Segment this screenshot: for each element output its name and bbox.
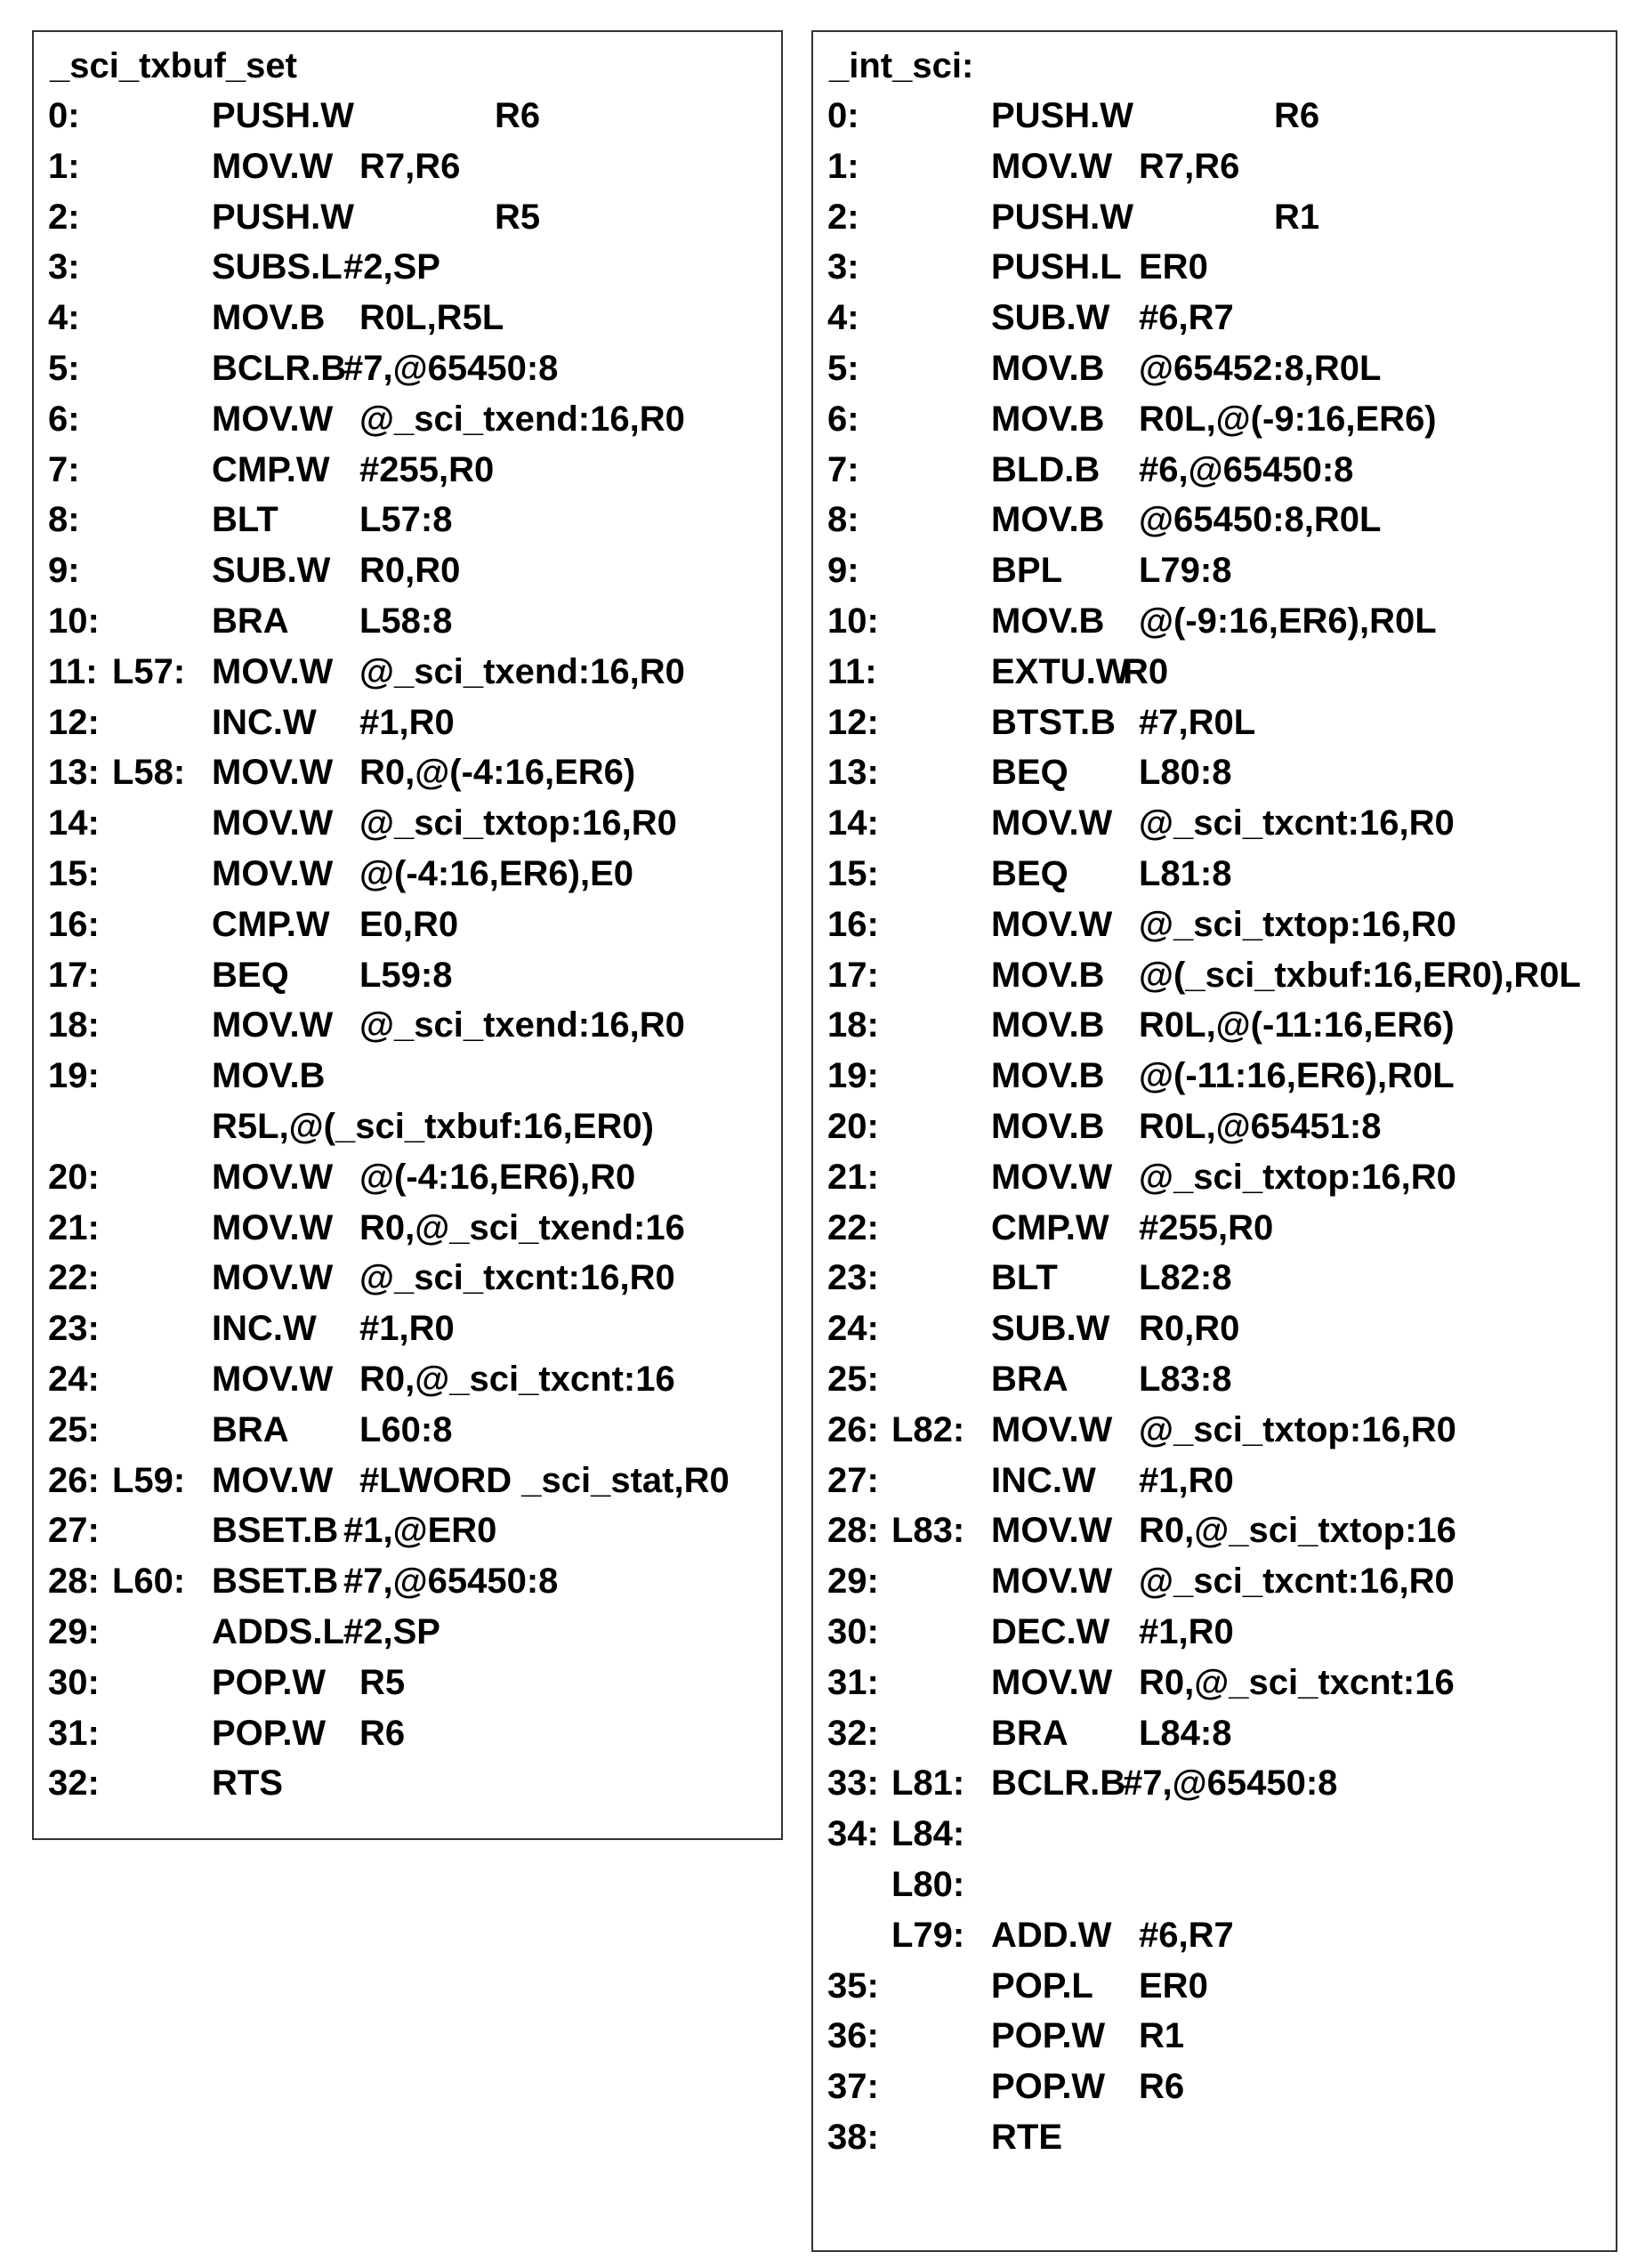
line-number: 4: bbox=[827, 298, 859, 338]
opcode: MOV.W bbox=[991, 1562, 1113, 1602]
operands: @_sci_txcnt:16,R0 bbox=[359, 1258, 675, 1298]
line-number: 17: bbox=[827, 955, 879, 995]
line-number: 8: bbox=[827, 500, 859, 540]
line-number: 32: bbox=[48, 1764, 100, 1804]
line-number: 29: bbox=[48, 1612, 100, 1651]
opcode: MOV.W bbox=[991, 146, 1113, 186]
line-number: 14: bbox=[48, 803, 100, 843]
operands: @65450:8,R0L bbox=[1139, 500, 1382, 540]
opcode: POP.W bbox=[212, 1662, 327, 1702]
line-number: 37: bbox=[827, 2067, 879, 2107]
opcode: BLD.B bbox=[991, 449, 1101, 489]
operands: L82:8 bbox=[1139, 1258, 1232, 1298]
operands: #6,R7 bbox=[1139, 298, 1234, 338]
line-number: 8: bbox=[48, 500, 80, 540]
line-number: 2: bbox=[827, 197, 859, 237]
operands: R0L,@65451:8 bbox=[1139, 1107, 1382, 1146]
line-number: 14: bbox=[827, 803, 879, 843]
line-number: 23: bbox=[827, 1258, 879, 1298]
opcode: CMP.W bbox=[212, 449, 330, 489]
operands: @_sci_txtop:16,R0 bbox=[359, 803, 677, 843]
operands: @_sci_txtop:16,R0 bbox=[1139, 1409, 1456, 1449]
opcode: MOV.B bbox=[991, 349, 1105, 388]
opcode: CMP.W bbox=[991, 1207, 1109, 1247]
line-number: 4: bbox=[48, 298, 80, 338]
line-number: 10: bbox=[827, 601, 879, 641]
line-number: 22: bbox=[48, 1258, 100, 1298]
opcode: MOV.W bbox=[212, 854, 334, 893]
line-number: 11: bbox=[827, 651, 877, 691]
operands: R0,@_sci_txcnt:16 bbox=[359, 1360, 675, 1399]
operands: R0,@(-4:16,ER6) bbox=[359, 753, 636, 793]
code-label: L59: bbox=[112, 1460, 186, 1500]
line-number: 6: bbox=[48, 399, 80, 439]
opcode: MOV.B bbox=[991, 955, 1105, 995]
line-number: 15: bbox=[48, 854, 100, 893]
operands: #1,R0 bbox=[1139, 1460, 1234, 1500]
opcode: BRA bbox=[212, 601, 289, 641]
line-number: 16: bbox=[48, 904, 100, 944]
line-number: 38: bbox=[827, 2118, 879, 2157]
operands: @_sci_txend:16,R0 bbox=[359, 651, 685, 691]
operands: ER0 bbox=[1139, 247, 1208, 287]
opcode: PUSH.W bbox=[991, 96, 1133, 135]
opcode: INC.W bbox=[212, 702, 317, 742]
opcode: MOV.B bbox=[991, 1056, 1105, 1096]
opcode: BSET.B bbox=[212, 1511, 339, 1551]
line-number: 5: bbox=[48, 349, 80, 388]
opcode: MOV.B bbox=[991, 601, 1105, 641]
line-number: 17: bbox=[48, 955, 100, 995]
operands: L59:8 bbox=[359, 955, 453, 995]
opcode: CMP.W bbox=[212, 904, 330, 944]
opcode: BSET.B bbox=[212, 1562, 339, 1602]
operands: @_sci_txtop:16,R0 bbox=[1139, 1157, 1456, 1197]
operands: #1,R0 bbox=[359, 702, 455, 742]
opcode: PUSH.W bbox=[212, 96, 354, 135]
code-label: L80: bbox=[891, 1865, 965, 1904]
opcode: MOV.W bbox=[991, 1409, 1113, 1449]
line-number: 28: bbox=[48, 1562, 100, 1602]
operands: R0,R0 bbox=[1139, 1309, 1240, 1349]
line-number: 25: bbox=[48, 1409, 100, 1449]
line-number: 13: bbox=[48, 753, 100, 793]
operands: #6,@65450:8 bbox=[1139, 449, 1354, 489]
operands: R0L,R5L bbox=[359, 298, 504, 338]
opcode: MOV.W bbox=[991, 904, 1113, 944]
line-number: 16: bbox=[827, 904, 879, 944]
opcode: INC.W bbox=[991, 1460, 1096, 1500]
opcode: SUB.W bbox=[991, 1309, 1110, 1349]
line-number: 24: bbox=[48, 1360, 100, 1399]
operands: #255,R0 bbox=[359, 449, 495, 489]
opcode: ADD.W bbox=[991, 1915, 1112, 1955]
operands: R0 bbox=[1123, 651, 1169, 691]
operands: R6 bbox=[495, 96, 541, 135]
opcode: PUSH.L bbox=[991, 247, 1122, 287]
line-number: 20: bbox=[827, 1107, 879, 1146]
operands: L57:8 bbox=[359, 500, 453, 540]
opcode: MOV.W bbox=[212, 1005, 334, 1045]
opcode: SUB.W bbox=[991, 298, 1110, 338]
line-number: 24: bbox=[827, 1309, 879, 1349]
code-label: L57: bbox=[112, 651, 186, 691]
opcode: BRA bbox=[991, 1713, 1068, 1753]
operands: #1,R0 bbox=[359, 1309, 455, 1349]
operands: R6 bbox=[1139, 2067, 1185, 2107]
line-number: 9: bbox=[827, 551, 859, 591]
opcode: MOV.W bbox=[991, 1511, 1113, 1551]
operands: R0,@_sci_txtop:16 bbox=[1139, 1511, 1456, 1551]
line-number: 0: bbox=[48, 96, 80, 135]
opcode: MOV.W bbox=[212, 753, 334, 793]
line-number: 6: bbox=[827, 399, 859, 439]
operands: #6,R7 bbox=[1139, 1915, 1234, 1955]
line-number: 36: bbox=[827, 2016, 879, 2056]
operands: L60:8 bbox=[359, 1409, 453, 1449]
line-number: 11: bbox=[48, 651, 98, 691]
line-number: 15: bbox=[827, 854, 879, 893]
operands: @(_sci_txbuf:16,ER0),R0L bbox=[1139, 955, 1581, 995]
opcode: MOV.B bbox=[212, 298, 326, 338]
operands: R0,R0 bbox=[359, 551, 461, 591]
line-number: 32: bbox=[827, 1713, 879, 1753]
listing-title: _sci_txbuf_set bbox=[50, 46, 297, 85]
line-number: 0: bbox=[827, 96, 859, 135]
code-label: L79: bbox=[891, 1915, 965, 1955]
opcode: MOV.W bbox=[991, 1157, 1113, 1197]
operands: @(-4:16,ER6),E0 bbox=[359, 854, 633, 893]
operands: R6 bbox=[359, 1713, 406, 1753]
line-number: 31: bbox=[827, 1662, 879, 1702]
line-number: 30: bbox=[48, 1662, 100, 1702]
line-number: 20: bbox=[48, 1157, 100, 1197]
opcode: MOV.W bbox=[991, 803, 1113, 843]
code-label: L84: bbox=[891, 1814, 965, 1854]
operands: #7,@65450:8 bbox=[343, 349, 559, 388]
line-number: 25: bbox=[827, 1360, 879, 1399]
opcode: MOV.B bbox=[991, 1005, 1105, 1045]
operands: #7,R0L bbox=[1139, 702, 1256, 742]
code-label: L81: bbox=[891, 1764, 965, 1804]
line-number: 18: bbox=[48, 1005, 100, 1045]
line-number: 33: bbox=[827, 1764, 879, 1804]
line-number: 19: bbox=[827, 1056, 879, 1096]
opcode: PUSH.W bbox=[991, 197, 1133, 237]
opcode: MOV.B bbox=[991, 399, 1105, 439]
opcode: DEC.W bbox=[991, 1612, 1110, 1651]
line-number: 26: bbox=[48, 1460, 100, 1500]
line-number: 12: bbox=[827, 702, 879, 742]
code-label: L58: bbox=[112, 753, 186, 793]
operands: R0L,@(-9:16,ER6) bbox=[1139, 399, 1437, 439]
opcode: MOV.W bbox=[212, 1157, 334, 1197]
line-number: 1: bbox=[48, 146, 80, 186]
line-number: 30: bbox=[827, 1612, 879, 1651]
code-label: L83: bbox=[891, 1511, 965, 1551]
operands: L58:8 bbox=[359, 601, 453, 641]
operands: #1,@ER0 bbox=[343, 1511, 497, 1551]
operands: @(-11:16,ER6),R0L bbox=[1139, 1056, 1455, 1096]
opcode: POP.L bbox=[991, 1965, 1093, 2006]
opcode: BEQ bbox=[991, 854, 1068, 893]
opcode: BRA bbox=[991, 1360, 1068, 1399]
line-number: 3: bbox=[827, 247, 859, 287]
opcode: MOV.W bbox=[212, 1258, 334, 1298]
listing-title: _int_sci: bbox=[829, 46, 974, 85]
opcode: MOV.B bbox=[991, 500, 1105, 540]
line-number: 28: bbox=[827, 1511, 879, 1551]
opcode: MOV.W bbox=[212, 803, 334, 843]
opcode: RTE bbox=[991, 2118, 1062, 2157]
code-label: L60: bbox=[112, 1562, 186, 1602]
line-number: 21: bbox=[48, 1207, 100, 1247]
opcode: INC.W bbox=[212, 1309, 317, 1349]
opcode: MOV.W bbox=[212, 1207, 334, 1247]
operands: R0L,@(-11:16,ER6) bbox=[1139, 1005, 1455, 1045]
operands: E0,R0 bbox=[359, 904, 459, 944]
line-number: 1: bbox=[827, 146, 859, 186]
operands: R7,R6 bbox=[1139, 146, 1240, 186]
operands: R1 bbox=[1274, 197, 1320, 237]
operands: L84:8 bbox=[1139, 1713, 1232, 1753]
opcode: MOV.W bbox=[212, 146, 334, 186]
opcode: SUBS.L bbox=[212, 247, 343, 287]
opcode: R5L,@(_sci_txbuf:16,ER0) bbox=[212, 1107, 654, 1146]
operands: L80:8 bbox=[1139, 753, 1232, 793]
opcode: BLT bbox=[212, 500, 278, 540]
line-number: 35: bbox=[827, 1965, 879, 2006]
line-number: 31: bbox=[48, 1713, 100, 1753]
line-number: 7: bbox=[48, 449, 80, 489]
line-number: 9: bbox=[48, 551, 80, 591]
operands: #255,R0 bbox=[1139, 1207, 1274, 1247]
operands: #7,@65450:8 bbox=[1123, 1764, 1338, 1804]
operands: #7,@65450:8 bbox=[343, 1562, 559, 1602]
opcode: POP.W bbox=[991, 2067, 1106, 2107]
opcode: BEQ bbox=[212, 955, 289, 995]
line-number: 21: bbox=[827, 1157, 879, 1197]
line-number: 7: bbox=[827, 449, 859, 489]
operands: @_sci_txtop:16,R0 bbox=[1139, 904, 1456, 944]
opcode: MOV.W bbox=[212, 399, 334, 439]
opcode: MOV.W bbox=[991, 1662, 1113, 1702]
opcode: POP.W bbox=[991, 2016, 1106, 2056]
operands: L83:8 bbox=[1139, 1360, 1232, 1399]
line-number: 2: bbox=[48, 197, 80, 237]
operands: R5 bbox=[359, 1662, 406, 1702]
operands: @(-9:16,ER6),R0L bbox=[1139, 601, 1437, 641]
opcode: BLT bbox=[991, 1258, 1058, 1298]
code-label: L82: bbox=[891, 1409, 965, 1449]
listing-panel-int-sci bbox=[811, 30, 1617, 2252]
opcode: BTST.B bbox=[991, 702, 1116, 742]
operands: #2,SP bbox=[343, 247, 440, 287]
operands: #1,R0 bbox=[1139, 1612, 1234, 1651]
operands: R7,R6 bbox=[359, 146, 461, 186]
opcode: BCLR.B bbox=[212, 349, 347, 388]
operands: #2,SP bbox=[343, 1612, 440, 1651]
line-number: 29: bbox=[827, 1562, 879, 1602]
operands: R5 bbox=[495, 197, 541, 237]
operands: #LWORD _sci_stat,R0 bbox=[359, 1460, 730, 1500]
line-number: 10: bbox=[48, 601, 100, 641]
line-number: 23: bbox=[48, 1309, 100, 1349]
opcode: BEQ bbox=[991, 753, 1068, 793]
line-number: 12: bbox=[48, 702, 100, 742]
opcode: SUB.W bbox=[212, 551, 331, 591]
opcode: ADDS.L bbox=[212, 1612, 344, 1651]
line-number: 5: bbox=[827, 349, 859, 388]
opcode: MOV.W bbox=[212, 651, 334, 691]
line-number: 27: bbox=[827, 1460, 879, 1500]
opcode: MOV.W bbox=[212, 1360, 334, 1399]
operands: @65452:8,R0L bbox=[1139, 349, 1382, 388]
opcode: MOV.B bbox=[212, 1056, 326, 1096]
operands: @(-4:16,ER6),R0 bbox=[359, 1157, 636, 1197]
line-number: 13: bbox=[827, 753, 879, 793]
opcode: PUSH.W bbox=[212, 197, 354, 237]
line-number: 18: bbox=[827, 1005, 879, 1045]
operands: L79:8 bbox=[1139, 551, 1232, 591]
operands: @_sci_txend:16,R0 bbox=[359, 399, 685, 439]
line-number: 22: bbox=[827, 1207, 879, 1247]
line-number: 27: bbox=[48, 1511, 100, 1551]
operands: @_sci_txcnt:16,R0 bbox=[1139, 1562, 1455, 1602]
operands: @_sci_txend:16,R0 bbox=[359, 1005, 685, 1045]
operands: R0,@_sci_txend:16 bbox=[359, 1207, 685, 1247]
operands: @_sci_txcnt:16,R0 bbox=[1139, 803, 1455, 843]
opcode: BRA bbox=[212, 1409, 289, 1449]
opcode: MOV.B bbox=[991, 1107, 1105, 1146]
opcode: POP.W bbox=[212, 1713, 327, 1753]
operands: R1 bbox=[1139, 2016, 1185, 2056]
operands: ER0 bbox=[1139, 1965, 1208, 2006]
line-number: 26: bbox=[827, 1409, 879, 1449]
listing-panel-sci-txbuf-set bbox=[32, 30, 783, 1840]
operands: R6 bbox=[1274, 96, 1320, 135]
opcode: BCLR.B bbox=[991, 1764, 1126, 1804]
opcode: BPL bbox=[991, 551, 1062, 591]
operands: R0,@_sci_txcnt:16 bbox=[1139, 1662, 1455, 1702]
opcode: RTS bbox=[212, 1764, 283, 1804]
line-number: 3: bbox=[48, 247, 80, 287]
line-number: 19: bbox=[48, 1056, 100, 1096]
operands: L81:8 bbox=[1139, 854, 1232, 893]
opcode: MOV.W bbox=[212, 1460, 334, 1500]
line-number: 34: bbox=[827, 1814, 879, 1854]
opcode: EXTU.W bbox=[991, 651, 1130, 691]
